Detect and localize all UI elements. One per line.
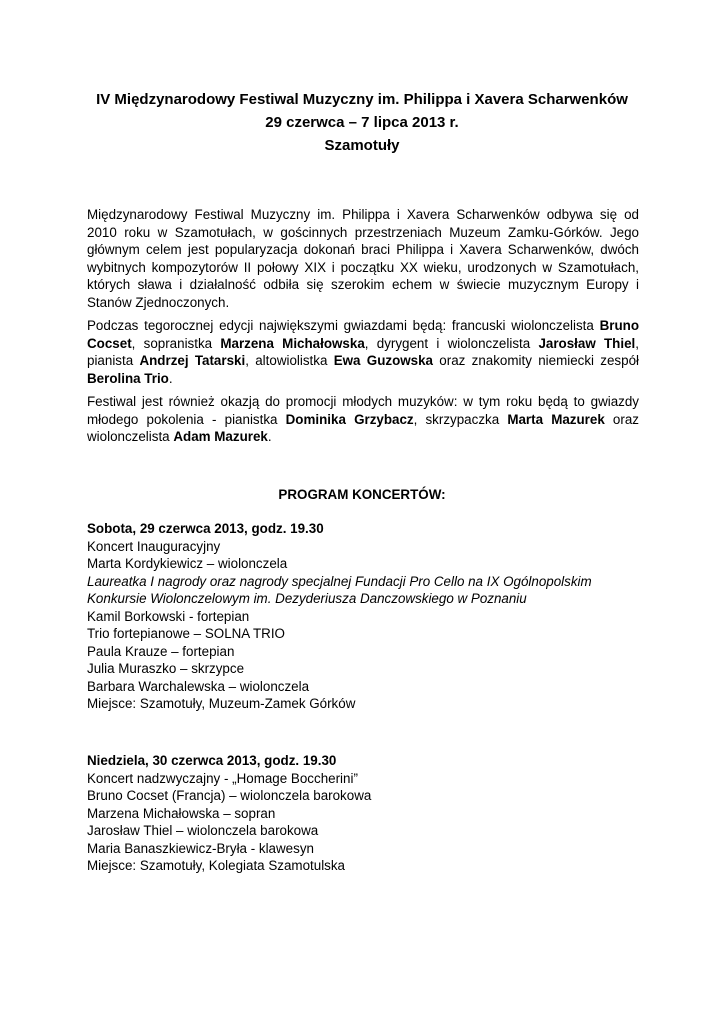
concert-line: Koncert nadzwyczajny - „Homage Boccherini” <box>87 770 358 786</box>
artist-name: Marzena Michałowska <box>220 335 365 351</box>
concert-sunday <box>87 752 647 875</box>
concert-line: Maria Banaszkiewicz-Bryła - klawesyn <box>87 840 314 856</box>
p2-text-7: . <box>168 370 173 386</box>
festival-title: IV Międzynarodowy Festiwal Muzyczny im. Philippa i Xavera Scharwenków <box>96 91 628 108</box>
concert-line-italic: Laureatka I nagrody oraz nagrody specjalnej Fundacji Pro Cello na IX Ogólnopolskim <box>87 573 592 589</box>
artist-name: Adam Mazurek <box>173 429 268 444</box>
concert-line: Marzena Michałowska – sopran <box>87 805 276 821</box>
festival-dates: 29 czerwca – 7 lipca 2013 r. <box>265 114 459 131</box>
intro-paragraph-3 <box>87 393 639 446</box>
program-title: PROGRAM KONCERTÓW: <box>278 487 446 502</box>
p2-text-5: , altowiolistka <box>245 353 334 368</box>
p2-text-2: , sopranistka <box>131 335 221 351</box>
concert-line-italic: Konkursie Wiolonczelowym im. Dezyderiusza Danczowskiego w Poznaniu <box>87 591 527 606</box>
p2-text-4: , pianista <box>87 335 639 368</box>
festival-header <box>0 88 724 157</box>
concert-date: Niedziela, 30 czerwca 2013, godz. 19.30 <box>87 753 337 768</box>
p3-text-2: , skrzypaczka <box>413 411 508 427</box>
concert-line: Barbara Warchalewska – wiolonczela <box>87 678 310 694</box>
artist-name: Jarosław Thiel <box>538 335 636 351</box>
concert-line: Julia Muraszko – skrzypce <box>87 661 245 676</box>
concert-line: Trio fortepianowe – SOLNA TRIO <box>87 626 285 641</box>
concert-line: Marta Kordykiewicz – wiolonczela <box>87 556 288 571</box>
artist-name: Andrzej Tatarski <box>139 353 246 368</box>
p3-text-4: . <box>267 429 272 444</box>
concert-venue: Miejsce: Szamotuły, Kolegiata Szamotulska <box>87 858 346 873</box>
concert-line: Bruno Cocset (Francja) – wiolonczela barokowa <box>87 788 372 803</box>
artist-name: Marta Mazurek <box>507 411 605 427</box>
p3-text-3: oraz wiolonczelista <box>87 411 639 444</box>
concert-line: Jarosław Thiel – wiolonczela barokowa <box>87 823 319 838</box>
intro-paragraph-2 <box>87 317 639 387</box>
artist-name: Dominika Grzybacz <box>285 411 414 427</box>
p3-text-1: Festiwal jest również okazją do promocji młodych muzyków: w tym roku będą to gwiazdy młodego pokolenia - pianistka <box>87 394 639 427</box>
intro-section <box>87 206 639 446</box>
p2-text-6: oraz znakomity niemiecki zespół <box>433 353 639 368</box>
festival-location: Szamotuły <box>324 137 400 154</box>
concert-line: Kamil Borkowski - fortepian <box>87 608 250 624</box>
concert-date: Sobota, 29 czerwca 2013, godz. 19.30 <box>87 521 324 536</box>
intro-paragraph-1: Międzynarodowy Festiwal Muzyczny im. Philippa i Xavera Scharwenków odbywa się od 2010 roku w Szamotułach, w gościnnych przestrzeniach Muzeum Zamku-Górków. Jego głównym celem jest popularyzacja dokonań braci Philippa i Xavera Scharwenków, dwóch wybitnych kompozytorów II połowy XIX i początku XX wieku, urodzonych w Szamotułach, których sława i działalność odbiła się szerokim echem w świecie muzycznym Europy i Stanów Zjednoczonych. <box>87 207 639 310</box>
concert-line: Paula Krauze – fortepian <box>87 643 235 659</box>
concert-venue: Miejsce: Szamotuły, Muzeum-Zamek Górków <box>87 696 356 711</box>
artist-name: Ewa Guzowska <box>333 353 434 368</box>
concert-line: Koncert Inauguracyjny <box>87 538 221 554</box>
artist-name: Bruno Cocset <box>87 318 639 351</box>
p2-text-1: Podczas tegorocznej edycji największymi gwiazdami będą: francuski wiolonczelista <box>87 318 600 333</box>
ensemble-name: Berolina Trio <box>87 370 169 386</box>
concert-saturday <box>87 520 647 713</box>
p2-text-3: , dyrygent i wiolonczelista <box>364 335 539 351</box>
